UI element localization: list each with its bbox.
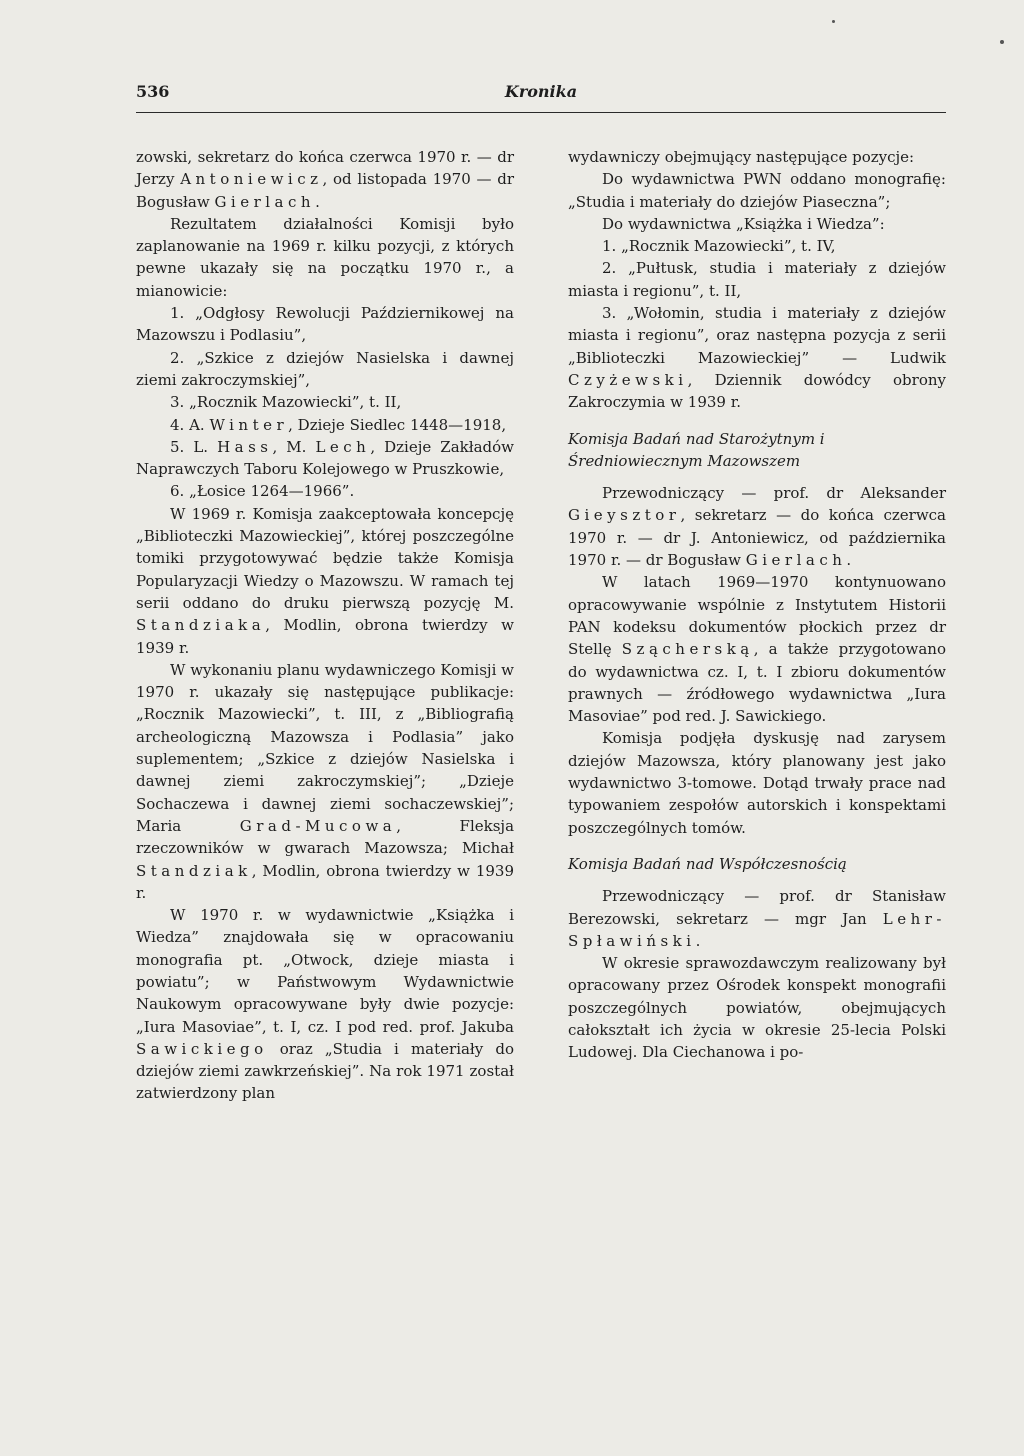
text-run: W okresie sprawozdawczym realizowany był opracowany przez Ośrodek konspekt monografii poszczególnych powiatów, obejmujących całokształt ich życia w okresie 25-lecia Polski Ludowej. Dla Ciechanowa i po-	[568, 954, 946, 1062]
text-run: , Dziennik dowódcy obrony Zakroczymia w 1939 r.	[568, 370, 946, 412]
page-number: 536	[136, 82, 170, 101]
spaced-name: Lehr-Spławiński	[568, 909, 946, 950]
text-run: Do wydawnictwa PWN oddano monografię: „Studia i materiały do dziejów Piaseczna”;	[568, 170, 946, 211]
spaced-name: Gieysztor	[568, 506, 681, 525]
spaced-name: Standziaka	[136, 616, 266, 635]
scan-speck	[832, 20, 835, 23]
text-run: Komisja Badań nad Współczesnością	[568, 854, 847, 873]
text-run: 5. L.	[170, 437, 218, 456]
paragraph	[568, 168, 946, 213]
header-rule	[136, 112, 946, 113]
text-run: Przewodniczący — prof. dr Stanisław Berezowski, sekretarz — mgr Jan	[568, 887, 946, 928]
scan-speck	[1000, 40, 1004, 44]
spaced-name: Szącherską	[621, 640, 754, 659]
text-run: W wykonaniu planu wydawniczego Komisji w 1970 r. ukazały się następujące publikacje: „Rocznik Mazowiecki”, t. III, z „Bibliografią archeologiczną Mazowsza i Podlasia” jako suplementem; „Szkice z dziejów Nasielska i dawnej ziemi zakroczymskiej”; „Dzieje Sochaczewa i dawnej ziemi sochaczewskiej”; Maria	[136, 660, 514, 835]
page-header	[136, 78, 946, 114]
text-run: oraz „Studia i materiały do dziejów ziemi zawkrzeńskiej”. Na rok 1971 został zatwierdzony plan	[136, 1039, 514, 1103]
text-run: Rezultatem działalności Komisji było zaplanowanie na 1969 r. kilku pozycji, z których pewne ukazały się na początku 1970 r., a mianowicie:	[136, 214, 514, 300]
text-run: 2. „Pułtusk, studia i materiały z dziejów miasta i regionu”, t. II,	[568, 259, 946, 300]
spaced-name: Sawickiego	[136, 1039, 268, 1058]
spaced-name: Standziak	[136, 861, 252, 880]
text-run: , Dzieje Zakładów Naprawczych Taboru Kolejowego w Pruszkowie,	[136, 437, 515, 479]
text-run: Przewodniczący — prof. dr Aleksander	[602, 484, 946, 503]
text-run: W 1970 r. w wydawnictwie „Książka i Wiedza” znajdowała się w opracowaniu monografia pt. „Otwock, dzieje miasta i powiatu”; w Państwowym Wydawnictwie Naukowym opracowywane były dwie pozycje: „Iura Masoviae”, t. I, cz. I pod red. prof. Jakuba	[136, 906, 514, 1036]
paragraph	[136, 480, 514, 502]
text-run: W latach 1969—1970 kontynuowano opracowywanie wspólnie z Instytutem Historii PAN kodeksu dokumentów płockich przez dr Stellę	[568, 573, 946, 659]
spaced-name: Antoniewicz	[180, 170, 323, 189]
text-run: , Modlin, obrona twierdzy w 1939 r.	[136, 861, 514, 902]
spaced-name: Lech	[315, 437, 371, 456]
spaced-name: Hass	[217, 437, 273, 456]
paragraph	[136, 146, 514, 213]
text-run: 4. A.	[170, 415, 210, 434]
paragraph	[136, 347, 514, 392]
section-heading	[568, 428, 946, 473]
text-run: 3. „Wołomin, studia i materiały z dziejów miasta i regionu”, oraz następna pozycja z serii „Biblioteczki Mazowieckiej” — Ludwik	[568, 304, 946, 367]
text-run: 3. „Rocznik Mazowiecki”, t. II,	[170, 393, 402, 412]
text-run: .	[315, 192, 320, 211]
paragraph	[136, 659, 514, 904]
paragraph	[568, 302, 946, 413]
text-run: Komisja podjęła dyskusję nad zarysem dziejów Mazowsza, który planowany jest jako wydawnictwo 3-tomowe. Dotąd trwały prace nad typowaniem zespołów autorskich i konspektami poszczególnych tomów.	[568, 729, 946, 837]
text-run: wydawniczy obejmujący następujące pozycje:	[568, 148, 915, 166]
paragraph	[568, 727, 946, 838]
text-run: 1. „Rocznik Mazowiecki”, t. IV,	[602, 237, 836, 256]
text-run: , Dzieje Siedlec 1448—1918,	[288, 415, 507, 434]
section-heading	[568, 853, 946, 875]
paragraph	[568, 482, 946, 571]
paragraph	[136, 904, 514, 1105]
paragraph	[136, 503, 514, 659]
paragraph	[136, 436, 514, 481]
paragraph	[568, 146, 946, 168]
spaced-name: Czyżewski	[568, 370, 688, 389]
text-run: , a także przygotowano do wydawnictwa cz. I, t. I zbioru dokumentów prawnych — źródłowego wydawnictwa „Iura Masoviae” pod red. J. Sawickiego.	[568, 640, 946, 726]
text-run: 2. „Szkice z dziejów Nasielska i dawnej ziemi zakroczymskiej”,	[136, 348, 514, 389]
text-run: .	[695, 931, 701, 950]
spaced-name: Gierlach	[745, 551, 847, 570]
paragraph	[136, 414, 514, 436]
text-run: zowski, sekretarz do końca czerwca 1970 r. — dr Jerzy	[136, 148, 514, 189]
spaced-name: Gierlach	[214, 192, 316, 211]
paragraph	[136, 213, 514, 302]
paragraph	[568, 235, 946, 257]
paragraph	[568, 213, 946, 235]
text-run: Do wydawnictwa „Książka i Wiedza”:	[602, 214, 885, 233]
paragraph	[136, 391, 514, 413]
paragraph	[136, 302, 514, 347]
text-run: , od listopada 1970 — dr Bogusław	[136, 170, 514, 211]
paragraph	[568, 257, 946, 302]
text-run: Komisja Badań nad Starożytnym i Średniowiecznym Mazowszem	[568, 429, 825, 470]
text-run: .	[846, 551, 852, 570]
text-run: , Modlin, obrona twierdzy w 1939 r.	[136, 616, 514, 657]
text-run: W 1969 r. Komisja zaakceptowała koncepcję „Biblioteczki Mazowieckiej”, której poszczególne tomiki przygotowywać będzie także Komisja Popularyzacji Wiedzy o Mazowszu. W ramach tej serii oddano do druku pierwszą pozycję M.	[136, 504, 514, 612]
running-title: Kronika	[504, 82, 578, 101]
spaced-name: Winter	[209, 415, 289, 434]
text-run: , M.	[272, 437, 316, 456]
left-column	[136, 146, 514, 1105]
text-run: , Fleksja rzeczowników w gwarach Mazowsza; Michał	[136, 816, 515, 858]
text-run: , sekretarz — do końca czerwca 1970 r. — dr J. Antoniewicz, od października 1970 r. — dr Bogusław	[568, 506, 946, 570]
spaced-name: Grad-Mucowa	[239, 816, 397, 835]
paragraph	[568, 885, 946, 952]
text-run: 1. „Odgłosy Rewolucji Październikowej na Mazowszu i Podlasiu”,	[136, 304, 514, 345]
right-column	[568, 146, 946, 1064]
text-run: 6. „Łosice 1264—1966”.	[170, 482, 355, 501]
paragraph	[568, 952, 946, 1063]
paragraph	[568, 571, 946, 727]
